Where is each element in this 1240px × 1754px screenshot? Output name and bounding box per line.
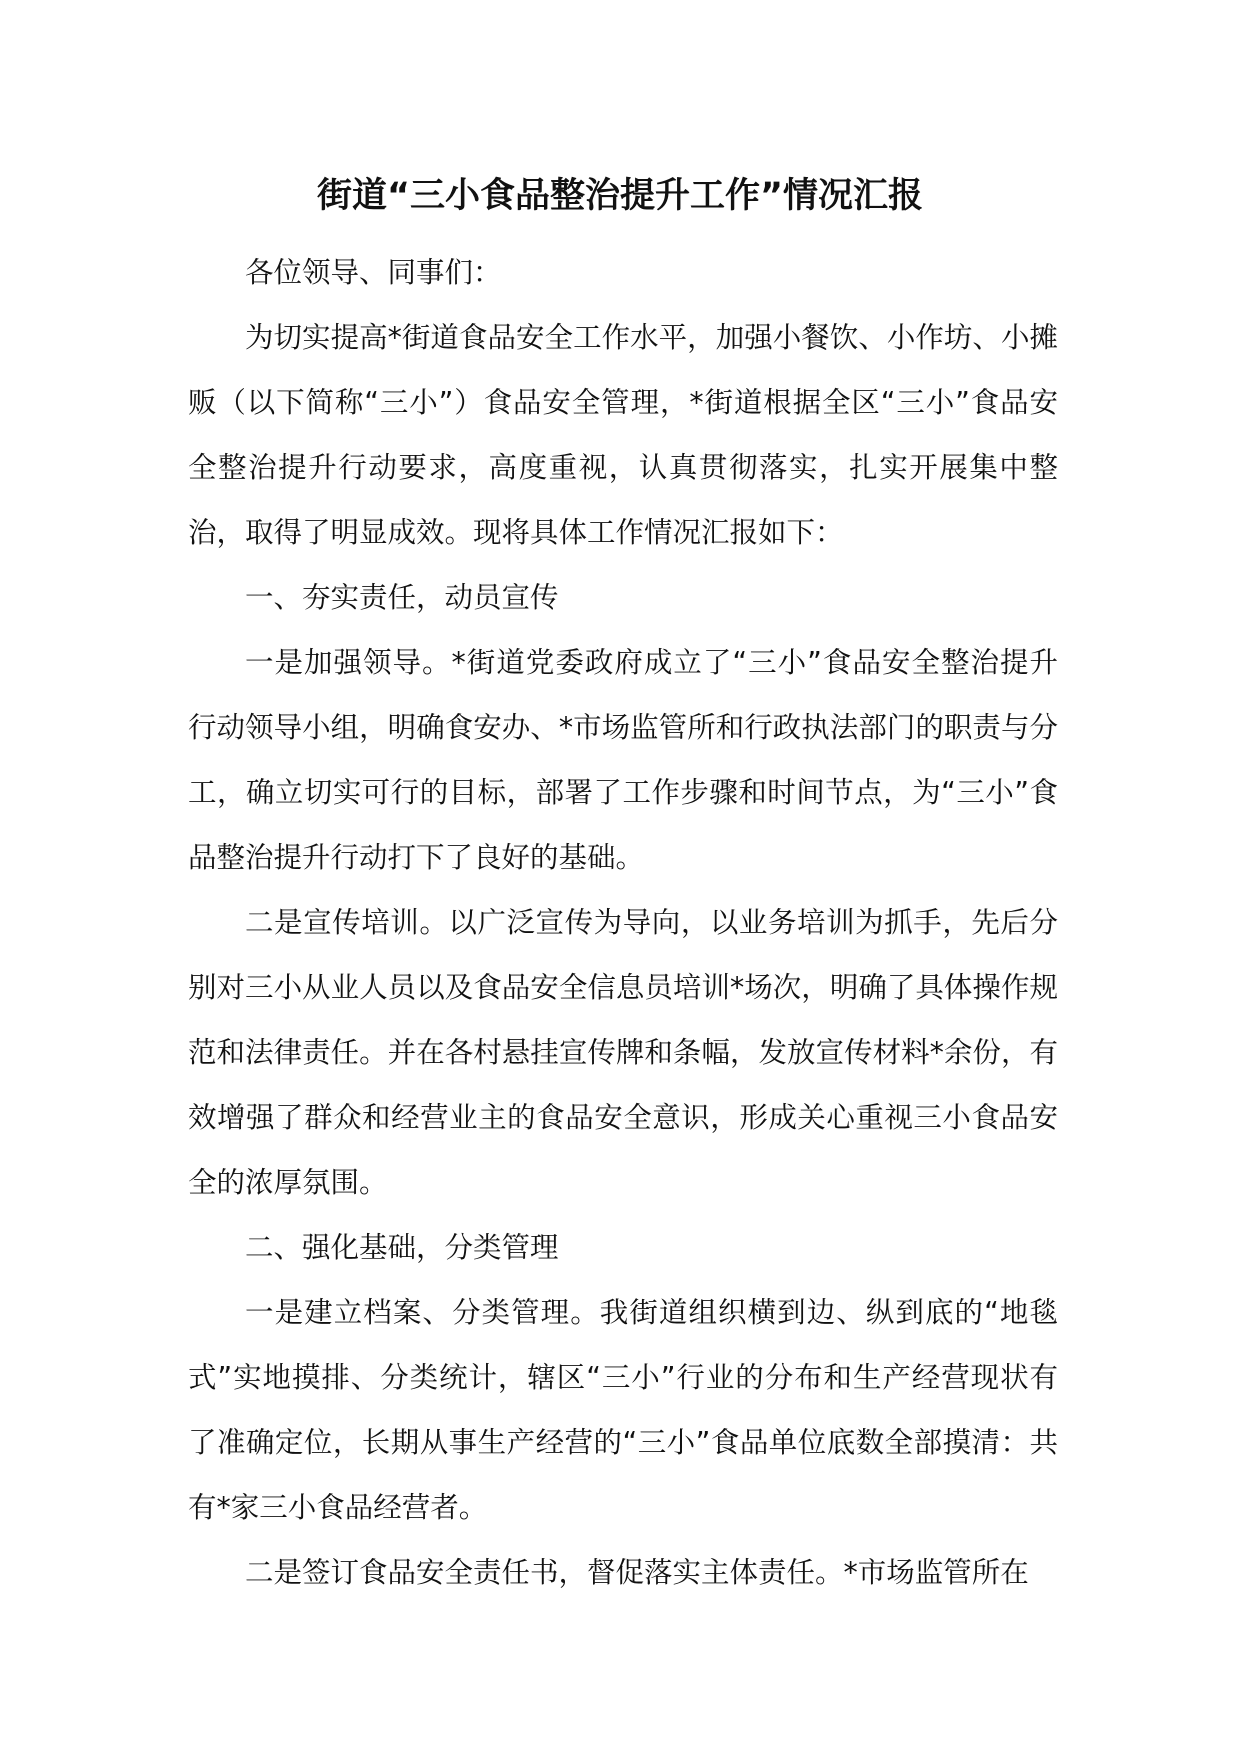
section-2-paragraph-1: 一是建立档案、分类管理。我街道组织横到边、纵到底的“地毯式”实地摸排、分类统计，辖区“三小”行业的分布和生产经营现状有了准确定位，长期从事生产经营的“三小”食品单位底数全部摸清：共有*家三小食品经营者。 [188, 1296, 1058, 1524]
document-title: 街道“三小食品整治提升工作”情况汇报 [316, 176, 923, 216]
section-1-paragraph-2: 二是宣传培训。以广泛宣传为导向，以业务培训为抓手，先后分别对三小从业人员以及食品安全信息员培训*场次，明确了具体操作规范和法律责任。并在各村悬挂宣传牌和条幅，发放宣传材料*余份，有效增强了群众和经营业主的食品安全意识，形成关心重视三小食品安全的浓厚氛围。 [188, 906, 1058, 1199]
intro-paragraph: 为切实提高*街道食品安全工作水平，加强小餐饮、小作坊、小摊贩（以下简称“三小”）食品安全管理，*街道根据全区“三小”食品安全整治提升行动要求，高度重视，认真贯彻落实，扎实开展集中整治，取得了明显成效。现将具体工作情况汇报如下： [188, 321, 1058, 549]
salutation: 各位领导、同事们： [245, 256, 502, 289]
document-body [188, 240, 1058, 1605]
section-2-paragraph-2: 二是签订食品安全责任书，督促落实主体责任。*市场监管所在 [245, 1556, 1029, 1589]
section-heading-1: 一、夯实责任，动员宣传 [245, 581, 559, 614]
section-1-paragraph-1: 一是加强领导。*街道党委政府成立了“三小”食品安全整治提升行动领导小组，明确食安办、*市场监管所和行政执法部门的职责与分工，确立切实可行的目标，部署了工作步骤和时间节点，为“三小”食品整治提升行动打下了良好的基础。 [188, 646, 1058, 874]
section-heading-2: 二、强化基础，分类管理 [245, 1231, 559, 1264]
